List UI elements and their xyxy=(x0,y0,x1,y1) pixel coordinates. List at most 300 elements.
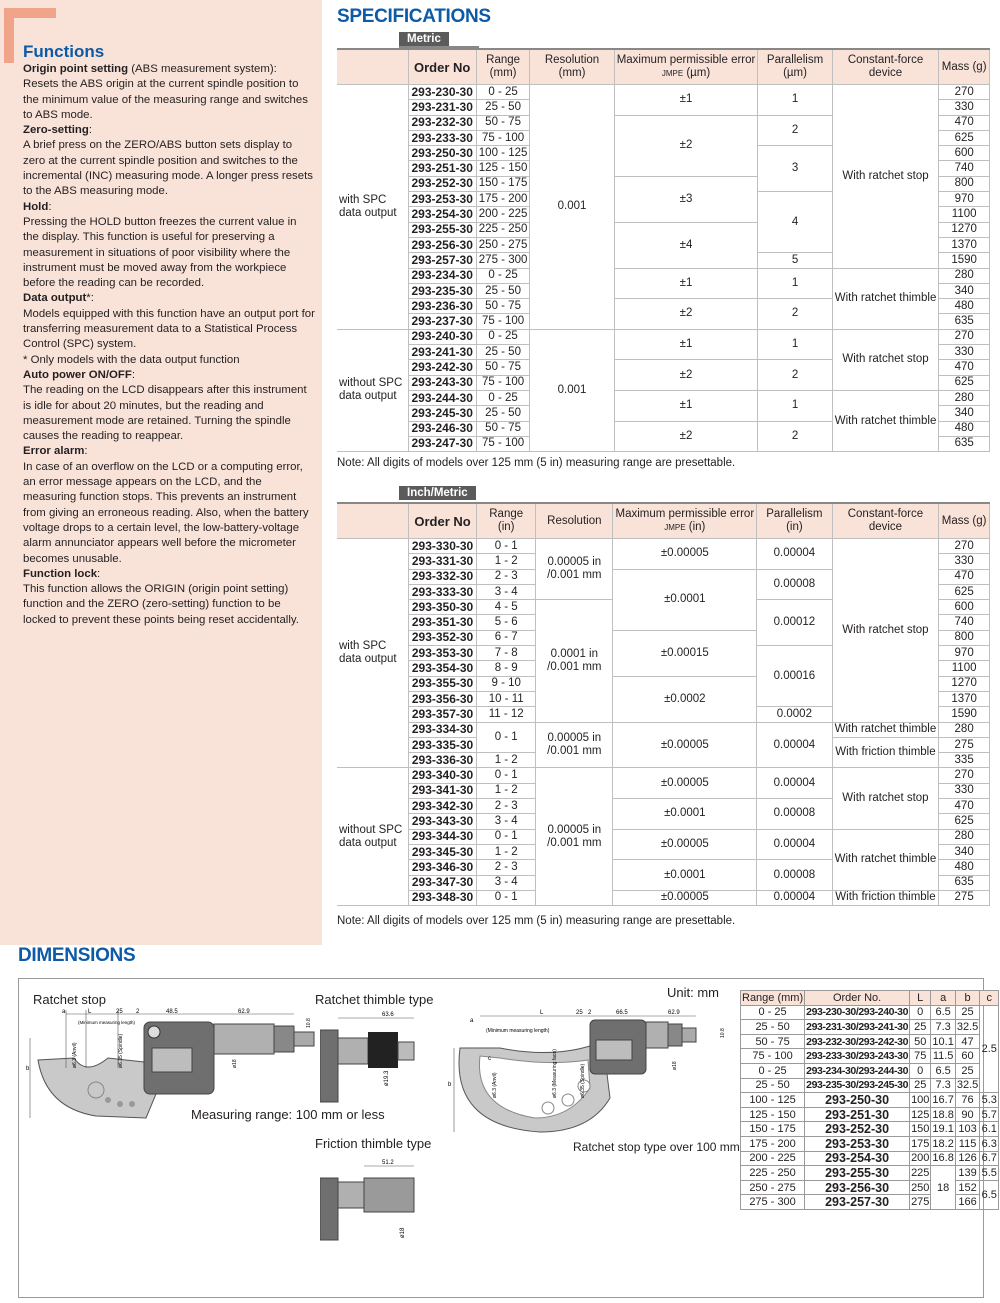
dim-b-2: b xyxy=(448,1082,452,1088)
dim-2: 2 xyxy=(136,1009,140,1015)
dim-order-no: 293-253-30 xyxy=(805,1136,910,1151)
function-item xyxy=(23,123,315,199)
metric-header-row xyxy=(337,49,990,85)
order-no: 293-256-30 xyxy=(408,237,476,252)
dim-b-value: 139 xyxy=(955,1166,979,1181)
panel-tail xyxy=(0,935,322,945)
parallelism-value: 0.00004 xyxy=(757,890,832,905)
group-with-spc: with SPC data output xyxy=(337,539,408,768)
inch-header-row xyxy=(337,503,990,539)
mass-value: 1370 xyxy=(939,691,990,706)
constant-force-value: With ratchet stop xyxy=(832,768,939,829)
function-term-suffix: : xyxy=(131,368,136,381)
function-term: Auto power ON/OFF xyxy=(23,368,132,381)
mass-value: 330 xyxy=(939,345,990,360)
range-value: 200 - 225 xyxy=(476,207,530,222)
ratchet-thimble-label: Ratchet thimble type xyxy=(315,992,434,1007)
header-parallelism: Parallelism (µm) xyxy=(758,49,832,85)
range-value: 100 - 125 xyxy=(476,146,530,161)
dim-51-2: 51.2 xyxy=(382,1160,394,1166)
range-value: 25 - 50 xyxy=(476,345,530,360)
dim-L-value: 275 xyxy=(911,1196,930,1209)
constant-force-value: With ratchet thimble xyxy=(832,829,939,890)
function-term-suffix: (ABS measurement system): xyxy=(128,63,277,75)
range-value: 2 - 3 xyxy=(477,569,536,584)
dim-L-value: 200 xyxy=(911,1152,930,1165)
parallelism-value: 0.00004 xyxy=(757,768,832,799)
order-no: 293-237-30 xyxy=(408,314,476,329)
dim-c-value: 6.5 xyxy=(980,1180,999,1209)
range-value: 2 - 3 xyxy=(477,799,536,814)
function-item xyxy=(23,567,315,628)
dim-63-6: 63.6 xyxy=(382,1012,394,1018)
mass-value: 340 xyxy=(939,283,990,298)
range-value: 0 - 25 xyxy=(476,85,530,100)
dim-row xyxy=(741,1180,999,1195)
dim-a-value: 7.3 xyxy=(931,1020,955,1035)
range-value: 7 - 8 xyxy=(477,646,536,661)
range-value: 125 - 150 xyxy=(476,161,530,176)
group-header xyxy=(337,503,408,539)
dim-phi18-b: ø18 xyxy=(400,1227,406,1238)
resolution-value: 0.0001 in /0.001 mm xyxy=(536,600,613,722)
mass-value: 1370 xyxy=(939,237,990,252)
order-no: 293-241-30 xyxy=(408,345,476,360)
mass-value: 1270 xyxy=(939,222,990,237)
function-desc: Resets the ABS origin at the current spindle position to the minimum value of the measuring range and switches to ABS mode. xyxy=(23,78,308,121)
range-value: 0 - 1 xyxy=(477,829,536,844)
header-parallelism: Parallelism (in) xyxy=(757,503,832,539)
range-value: 0 - 1 xyxy=(477,722,536,753)
dimensions-title: DIMENSIONS xyxy=(18,945,136,966)
function-term: Zero-setting xyxy=(23,124,89,137)
dim-25-2: 25 xyxy=(576,1010,583,1016)
functions-list xyxy=(23,62,315,628)
mass-value: 600 xyxy=(939,600,990,615)
dim-10-8-2: 10.8 xyxy=(720,1028,726,1038)
dim-header: a xyxy=(931,991,955,1006)
range-value: 250 - 275 xyxy=(476,237,530,252)
group-without-spc: without SPC data output xyxy=(337,768,408,906)
dim-a-value: 18 xyxy=(931,1166,955,1210)
mass-value: 625 xyxy=(939,814,990,829)
dim-order-no: 293-234-30/293-244-30 xyxy=(806,1064,909,1077)
dim-range: 250 - 275 xyxy=(741,1180,805,1195)
dim-minlen: (Minimum measuring length) xyxy=(78,1020,136,1025)
dim-header: Order No. xyxy=(805,991,910,1006)
function-term: Data output xyxy=(23,292,87,305)
dim-a-value: 10.1 xyxy=(932,1035,954,1048)
dim-L-value: 0 xyxy=(910,1063,931,1078)
order-no: 293-334-30 xyxy=(408,722,476,737)
resolution-value: 0.00005 in /0.001 mm xyxy=(536,539,613,600)
dim-order-no: 293-254-30 xyxy=(805,1151,910,1166)
dim-header: b xyxy=(955,991,979,1006)
mass-value: 600 xyxy=(939,146,990,161)
mass-value: 470 xyxy=(939,569,990,584)
metric-row xyxy=(337,390,990,405)
mass-value: 470 xyxy=(939,115,990,130)
range-value: 1 - 2 xyxy=(477,554,536,569)
order-no: 293-353-30 xyxy=(408,646,476,661)
range-value: 150 - 175 xyxy=(476,176,530,191)
function-term: Function lock xyxy=(23,567,98,580)
mass-value: 970 xyxy=(939,192,990,207)
dim-L-value: 25 xyxy=(910,1020,931,1035)
mass-value: 270 xyxy=(939,539,990,554)
dim-L-value: 225 xyxy=(911,1166,930,1179)
constant-force-value: With ratchet thimble xyxy=(832,390,939,451)
order-no: 293-333-30 xyxy=(408,584,476,599)
dim-phi18-c: ø18 xyxy=(672,1061,678,1070)
dim-b-value: 32.5 xyxy=(956,1020,979,1033)
range-value: 0 - 25 xyxy=(476,268,530,283)
order-no: 293-341-30 xyxy=(408,783,476,798)
header-order-no: Order No xyxy=(408,503,476,539)
range-value: 0 - 1 xyxy=(477,539,536,554)
mass-value: 625 xyxy=(939,130,990,145)
friction-thimble-label: Friction thimble type xyxy=(315,1136,432,1151)
mass-value: 1270 xyxy=(939,676,990,691)
function-term-suffix: : xyxy=(84,445,88,458)
header-constant-force: Constant-force device xyxy=(832,49,939,85)
mpe-value: ±0.00005 xyxy=(613,768,757,799)
ratchet-thimble-drawing xyxy=(320,1010,420,1105)
dim-a-value: 18.2 xyxy=(932,1137,954,1150)
friction-thimble-drawing xyxy=(320,1158,420,1243)
metric-tag: Metric xyxy=(399,32,449,46)
metric-spec-table xyxy=(337,48,990,452)
order-no: 293-357-30 xyxy=(408,707,476,722)
range-value: 5 - 6 xyxy=(477,615,536,630)
range-value: 75 - 100 xyxy=(476,130,530,145)
dim-b-value: 60 xyxy=(955,1049,979,1064)
dim-order-no: 293-235-30/293-245-30 xyxy=(806,1079,909,1092)
range-value: 0 - 25 xyxy=(476,329,530,344)
range-value: 3 - 4 xyxy=(477,584,536,599)
dim-b: b xyxy=(26,1066,30,1072)
dim-row xyxy=(741,1195,999,1210)
parallelism-value: 1 xyxy=(758,329,832,360)
mpe-value: ±1 xyxy=(614,329,758,360)
inch-note: Note: All digits of models over 125 mm (5 in) measuring range are presettable. xyxy=(337,915,736,927)
dim-row xyxy=(741,1063,999,1078)
dim-L-value: 0 xyxy=(910,1005,931,1020)
dim-a-value: 6.5 xyxy=(931,1005,955,1020)
dim-phi63-anvil-2: ø6.3 (Anvil) xyxy=(492,1072,498,1098)
dim-order-no: 293-256-30 xyxy=(805,1180,910,1195)
parallelism-value: 1 xyxy=(758,268,832,299)
range-value: 50 - 75 xyxy=(476,299,530,314)
range-value: 2 - 3 xyxy=(477,860,536,875)
mass-value: 280 xyxy=(939,390,990,405)
inch-row xyxy=(337,768,990,783)
dim-row xyxy=(741,1078,999,1093)
order-no: 293-348-30 xyxy=(408,890,476,905)
order-no: 293-342-30 xyxy=(408,799,476,814)
parallelism-value: 5 xyxy=(758,253,832,268)
function-term: Error alarm xyxy=(23,445,85,458)
mpe-value: ±2 xyxy=(614,299,758,330)
inch-row xyxy=(337,829,990,844)
dim-row xyxy=(741,1093,999,1108)
function-term: Origin point setting xyxy=(23,63,129,75)
resolution-value: 0.001 xyxy=(530,85,614,330)
resolution-value: 0.00005 in /0.001 mm xyxy=(536,722,613,768)
mass-value: 635 xyxy=(939,314,990,329)
order-no: 293-350-30 xyxy=(408,600,476,615)
mpe-value: ±1 xyxy=(614,268,758,299)
dimensions-table xyxy=(740,990,999,1210)
mass-value: 275 xyxy=(939,737,990,752)
dim-c: c xyxy=(488,1056,491,1062)
dim-c-value: 6.3 xyxy=(981,1137,997,1150)
order-no: 293-250-30 xyxy=(408,146,476,161)
mass-value: 270 xyxy=(939,329,990,344)
dim-order-no: 293-231-30/293-241-30 xyxy=(806,1020,909,1033)
range-value: 4 - 5 xyxy=(477,600,536,615)
dim-range: 50 - 75 xyxy=(741,1034,805,1049)
dim-c-value: 5.5 xyxy=(981,1166,997,1179)
dim-10-8: 10.8 xyxy=(306,1018,312,1028)
constant-force-value: With ratchet stop xyxy=(832,539,939,723)
order-no: 293-233-30 xyxy=(408,130,476,145)
parallelism-value: 0.00008 xyxy=(757,860,832,891)
dim-range: 175 - 200 xyxy=(741,1136,805,1151)
dim-row xyxy=(741,1166,999,1181)
mass-value: 280 xyxy=(939,722,990,737)
dim-a-value: 6.5 xyxy=(931,1063,955,1078)
ratchet-stop-label: Ratchet stop xyxy=(33,992,106,1007)
dim-a-value: 11.5 xyxy=(932,1050,954,1063)
function-desc: Models equipped with this function have an output port for transferring measurement data to a Statistical Process Control (SPC) system. xyxy=(23,307,315,351)
mass-value: 330 xyxy=(939,554,990,569)
header-mpe: Maximum permissible error JMPE (in) xyxy=(613,503,757,539)
range-value: 0 - 1 xyxy=(477,768,536,783)
dim-row xyxy=(741,1151,999,1166)
mass-value: 625 xyxy=(939,375,990,390)
range-value: 75 - 100 xyxy=(476,436,530,451)
range-value: 1 - 2 xyxy=(477,783,536,798)
parallelism-value: 0.00012 xyxy=(757,600,832,646)
range-value: 25 - 50 xyxy=(476,283,530,298)
order-no: 293-244-30 xyxy=(408,390,476,405)
order-no: 293-354-30 xyxy=(408,661,476,676)
resolution-value: 0.00005 in /0.001 mm xyxy=(536,768,613,906)
mass-value: 270 xyxy=(939,768,990,783)
parallelism-value: 0.00004 xyxy=(757,829,832,860)
dim-b-value: 25 xyxy=(955,1005,979,1020)
order-no: 293-332-30 xyxy=(408,569,476,584)
dim-order-no: 293-252-30 xyxy=(805,1122,910,1137)
mass-value: 335 xyxy=(939,753,990,768)
order-no: 293-355-30 xyxy=(408,676,476,691)
order-no: 293-257-30 xyxy=(408,253,476,268)
resolution-value: 0.001 xyxy=(530,329,614,451)
dim-order-no: 293-232-30/293-242-30 xyxy=(806,1035,909,1048)
order-no: 293-340-30 xyxy=(408,768,476,783)
metric-row xyxy=(337,268,990,283)
constant-force-value: With friction thimble xyxy=(832,890,939,905)
dim-row xyxy=(741,1005,999,1020)
mpe-value: ±2 xyxy=(614,421,758,452)
mass-value: 625 xyxy=(939,584,990,599)
parallelism-value: 1 xyxy=(758,390,832,421)
range-value: 75 - 100 xyxy=(476,375,530,390)
dim-b-value: 25 xyxy=(955,1063,979,1078)
order-no: 293-254-30 xyxy=(408,207,476,222)
mpe-value: ±0.00005 xyxy=(613,829,757,860)
order-no: 293-253-30 xyxy=(408,192,476,207)
order-no: 293-331-30 xyxy=(408,554,476,569)
dim-phi635: ø6.35 (Spindle) xyxy=(118,1033,124,1068)
range-value: 50 - 75 xyxy=(476,115,530,130)
dim-row xyxy=(741,1107,999,1122)
dim-header: L xyxy=(910,991,931,1006)
function-item xyxy=(23,200,315,292)
dim-a-value: 16.7 xyxy=(932,1093,954,1106)
range-value: 50 - 75 xyxy=(476,360,530,375)
order-no: 293-335-30 xyxy=(408,737,476,752)
inch-metric-tag: Inch/Metric xyxy=(399,486,476,500)
dim-phi63-anvil: ø6.3 (Anvil) xyxy=(72,1042,78,1068)
parallelism-value: 2 xyxy=(758,421,832,452)
order-no: 293-236-30 xyxy=(408,299,476,314)
dim-range: 125 - 150 xyxy=(741,1107,805,1122)
over100-label: Ratchet stop type over 100 mm xyxy=(573,1140,740,1154)
dim-L: L xyxy=(88,1009,92,1015)
mpe-value: ±1 xyxy=(614,85,758,116)
dim-row xyxy=(741,1122,999,1137)
function-footnote: * Only models with the data output function xyxy=(23,353,240,366)
functions-section xyxy=(23,43,315,628)
dim-phi18-a: ø18 xyxy=(232,1059,238,1068)
range-value: 275 - 300 xyxy=(476,253,530,268)
constant-force-value: With ratchet stop xyxy=(832,329,939,390)
mpe-value: ±2 xyxy=(614,115,758,176)
function-term-suffix: : xyxy=(88,124,92,137)
dim-c-value: 6.1 xyxy=(981,1123,997,1136)
header-mass: Mass (g) xyxy=(939,49,990,85)
order-no: 293-234-30 xyxy=(408,268,476,283)
mass-value: 480 xyxy=(939,860,990,875)
mpe-value: ±0.0001 xyxy=(613,569,757,630)
dim-order-no: 293-230-30/293-240-30 xyxy=(806,1006,909,1019)
range-value: 1 - 2 xyxy=(477,844,536,859)
parallelism-value: 0.00016 xyxy=(757,646,832,707)
order-no: 293-243-30 xyxy=(408,375,476,390)
mass-value: 635 xyxy=(939,875,990,890)
dim-row xyxy=(741,1049,999,1064)
mass-value: 280 xyxy=(939,268,990,283)
mpe-value: ±3 xyxy=(614,176,758,222)
dim-phi19-3: ø19.3 xyxy=(384,1070,390,1086)
mass-value: 970 xyxy=(939,646,990,661)
inch-row xyxy=(337,539,990,554)
order-no: 293-351-30 xyxy=(408,615,476,630)
order-no: 293-231-30 xyxy=(408,100,476,115)
dim-minlen-2: (Minimum measuring length) xyxy=(486,1028,550,1034)
dim-b-value: 115 xyxy=(955,1136,979,1151)
mass-value: 480 xyxy=(939,421,990,436)
function-term-suffix: : xyxy=(48,200,52,213)
order-no: 293-245-30 xyxy=(408,406,476,421)
constant-force-value: With ratchet stop xyxy=(832,85,939,269)
function-desc: The reading on the LCD disappears after this instrument is idle for about 20 minutes, but the reading and measurement mode are retained. Turning the spindle causes the reading to reappear. xyxy=(23,384,307,443)
dim-row xyxy=(741,1020,999,1035)
dim-order-no: 293-257-30 xyxy=(805,1195,910,1210)
parallelism-value: 1 xyxy=(758,85,832,116)
dim-b-value: 152 xyxy=(955,1180,979,1195)
order-no: 293-251-30 xyxy=(408,161,476,176)
mass-value: 800 xyxy=(939,630,990,645)
mpe-value: ±0.0001 xyxy=(613,799,757,830)
constant-force-value: With ratchet thimble xyxy=(832,722,939,737)
dim-row xyxy=(741,1034,999,1049)
dim-62-9-2: 62.9 xyxy=(668,1010,680,1016)
dim-a-value: 16.8 xyxy=(932,1152,954,1165)
function-item xyxy=(23,291,315,367)
dim-order-no: 293-233-30/293-243-30 xyxy=(806,1050,909,1063)
header-range: Range (in) xyxy=(477,503,536,539)
dim-c-value: 2.5 xyxy=(980,1005,999,1093)
parallelism-value: 2 xyxy=(758,299,832,330)
range-value: 25 - 50 xyxy=(476,100,530,115)
function-desc: A brief press on the ZERO/ABS button sets display to zero at the current spindle position and switches to the incremental (INC) measuring mode. A longer press resets to the ABS measuring mode. xyxy=(23,139,313,198)
mass-value: 470 xyxy=(939,360,990,375)
header-resolution: Resolution xyxy=(536,503,613,539)
dim-range: 150 - 175 xyxy=(741,1122,805,1137)
metric-row xyxy=(337,85,990,100)
mpe-value: ±0.0002 xyxy=(613,676,757,722)
mass-value: 470 xyxy=(939,799,990,814)
parallelism-value: 3 xyxy=(758,146,832,192)
range-value: 50 - 75 xyxy=(476,421,530,436)
dim-L-value: 25 xyxy=(910,1078,931,1093)
parallelism-value: 2 xyxy=(758,360,832,391)
order-no: 293-232-30 xyxy=(408,115,476,130)
inch-row xyxy=(337,722,990,737)
order-no: 293-235-30 xyxy=(408,283,476,298)
dim-a-value: 7.3 xyxy=(931,1078,955,1093)
mass-value: 1100 xyxy=(939,207,990,222)
mass-value: 270 xyxy=(939,85,990,100)
range-value: 175 - 200 xyxy=(476,192,530,207)
dim-25: 25 xyxy=(116,1009,123,1015)
dim-b-value: 103 xyxy=(955,1122,979,1137)
function-desc: This function allows the ORIGIN (origin point setting) function and the ZERO (zero-setting) function to be locked to prevent these points being reset accidentally. xyxy=(23,583,299,626)
group-header xyxy=(337,49,408,85)
function-item xyxy=(23,444,315,566)
mass-value: 275 xyxy=(939,890,990,905)
function-desc: Pressing the HOLD button freezes the current value in the display. This function is useful for preserving a measurement in situations of poor visibility where the instrument must be moved away from the workpiece before the reading can be recorded. xyxy=(23,215,297,290)
mpe-value: ±2 xyxy=(614,360,758,391)
dim-range: 200 - 225 xyxy=(741,1151,805,1166)
dim-range: 25 - 50 xyxy=(741,1078,805,1093)
dim-L-2: L xyxy=(540,1010,544,1016)
dim-a: a xyxy=(62,1009,66,1015)
parallelism-value: 0.00008 xyxy=(757,569,832,600)
mass-value: 635 xyxy=(939,436,990,451)
mass-value: 280 xyxy=(939,829,990,844)
dim-phi635-2: ø6.35 (Spindle) xyxy=(580,1063,586,1098)
mpe-value: ±1 xyxy=(614,390,758,421)
function-term-suffix: *: xyxy=(86,292,94,305)
dim-L-value: 125 xyxy=(911,1108,930,1121)
ratchet-stop-drawing xyxy=(26,1008,326,1128)
dim-row xyxy=(741,1136,999,1151)
dim-b-value: 47 xyxy=(955,1034,979,1049)
